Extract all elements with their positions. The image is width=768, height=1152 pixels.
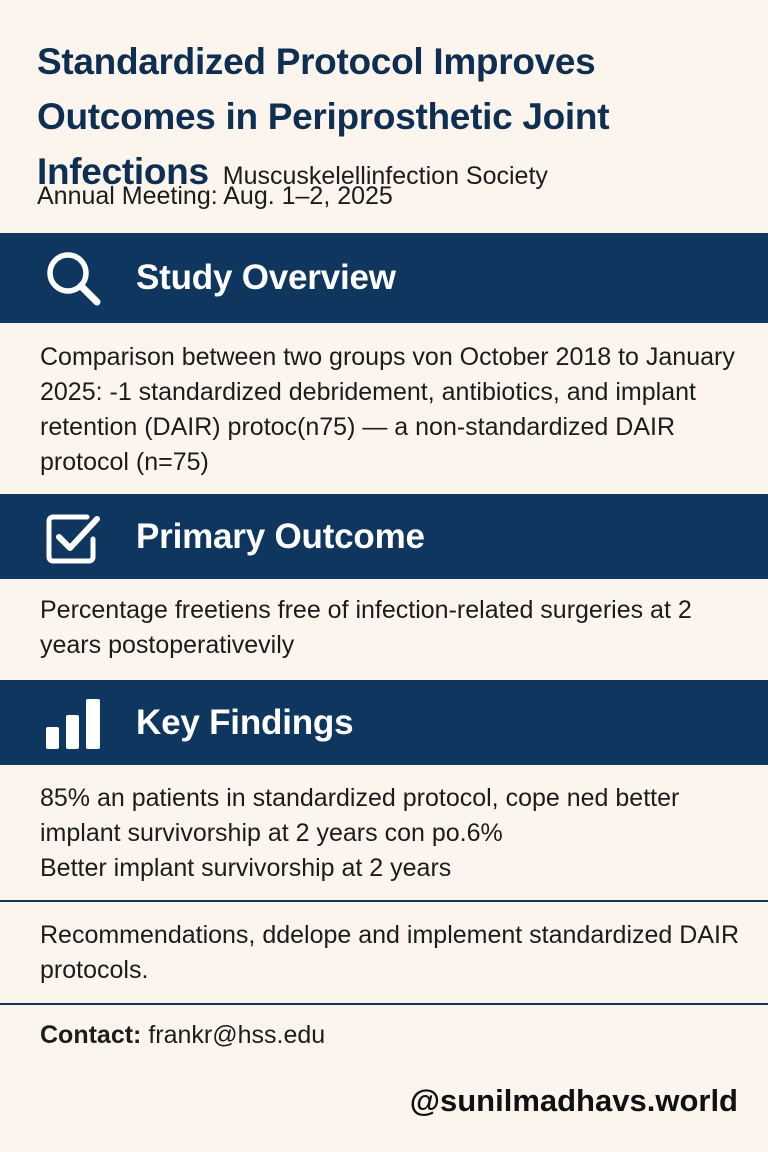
social-handle: @sunilmadhavs.world: [409, 1083, 738, 1118]
meeting-date: Annual Meeting: Aug. 1–2, 2025: [37, 182, 393, 210]
contact-email[interactable]: frankr@hss.edu: [148, 1021, 326, 1049]
key-findings-paragraph-1: 85% an patients in standardized protocol, cope ned better implant survivorship at 2 years con po.6%: [40, 784, 680, 847]
divider: [0, 900, 768, 902]
magnifier-icon: [42, 247, 104, 309]
study-overview-header: [0, 233, 768, 323]
study-overview-title: Study Overview: [136, 258, 396, 297]
primary-outcome-header: [0, 494, 768, 579]
study-overview-text: [40, 340, 740, 480]
recommendations-text: [40, 918, 740, 988]
title-line-2: Outcomes in Periprosthetic Joint: [37, 96, 610, 137]
primary-outcome-text: [40, 593, 740, 663]
divider: [0, 1003, 768, 1005]
page-title: [37, 34, 737, 204]
society-name: Muscuskelellinfection Society: [222, 162, 548, 190]
title-line-1: Standardized Protocol Improves: [37, 41, 596, 82]
contact-line: [40, 1021, 325, 1050]
title-line-3-text: Infections: [37, 151, 209, 192]
checkbox-icon: [42, 506, 104, 568]
bar-chart-icon: [42, 692, 104, 754]
recommendations-paragraph: Recommendations, ddelope and implement standardized DAIR protocols.: [40, 921, 739, 984]
key-findings-header: [0, 680, 768, 765]
contact-label: Contact:: [40, 1021, 142, 1049]
key-findings-paragraph-2: Better implant survivorship at 2 years: [40, 854, 452, 882]
study-overview-paragraph: Comparison between two groups von October 2018 to January 2025: -1 standardized debridement, antibiotics, and implant retention (DAIR) protoc(n75) — a non-standardized DAIR protocol (n=75): [40, 343, 735, 476]
key-findings-title: Key Findings: [136, 702, 354, 742]
poster-header: [0, 0, 768, 232]
key-findings-text: [40, 781, 740, 886]
primary-outcome-paragraph: Percentage freetiens free of infection-related surgeries at 2 years postoperativevily: [40, 596, 692, 659]
primary-outcome-title: Primary Outcome: [136, 516, 425, 556]
